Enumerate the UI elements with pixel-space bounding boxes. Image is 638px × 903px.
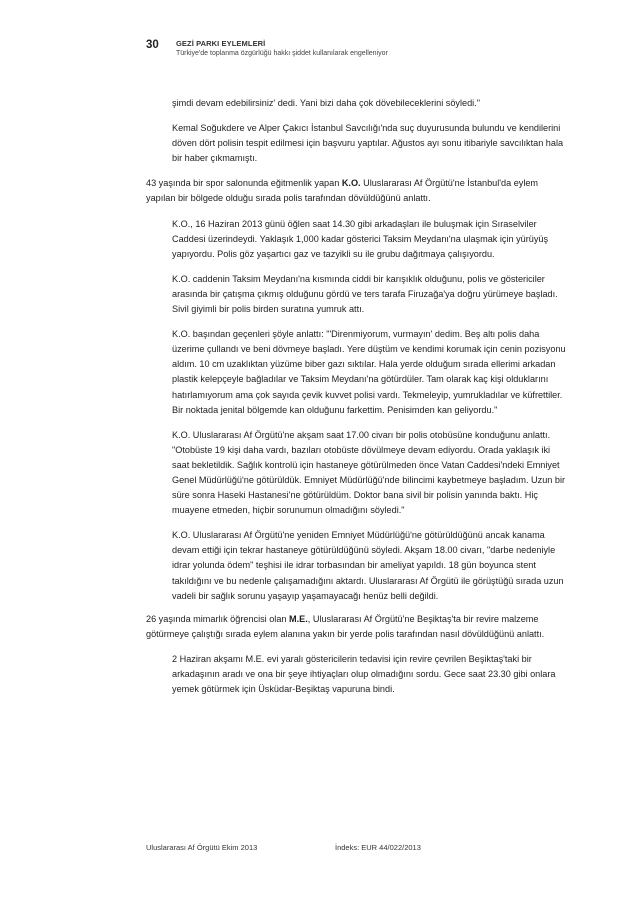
indented-paragraph: K.O., 16 Haziran 2013 günü öğlen saat 14.30 gibi arkadaşları ile buluşmak için Sıraselviler Caddesi üzerindeydi. Yaklaşık 1,000 kadar gösterici Taksim Meydanı'na ulaşmak için yürüyüş yapıyordu. Polis göz yaşartıcı gaz ve tazyikli su ile grubu dağıtmaya çalışıyordu. (172, 218, 549, 259)
report-subtitle: Türkiye'de toplanma özgürlüğü hakkı şiddet kullanılarak engelleniyor (176, 50, 388, 57)
body-paragraph (146, 176, 566, 206)
document-body (146, 96, 566, 697)
body-paragraph (146, 612, 566, 642)
paragraph-text: 43 yaşında bir spor salonunda eğitmenlik yapan (146, 178, 342, 189)
paragraph-text: , Uluslararası Af Örgütü'ne Beşiktaş'ta bir revire malzeme götürmeye çalıştığı sırada eylem alanına yakın bir yerde polis tarafından nasıl dövüldüğünü anlattı. (146, 613, 545, 639)
indented-paragraph: K.O. Uluslararası Af Örgütü'ne yeniden Emniyet Müdürlüğü'ne götürüldüğünü ancak kanama devam ettiği için tekrar hastaneye götürüldüğünü söyledi. Akşam 18.00 civarı, "darbe nedeniyle idrar yolunda ödem" teşhisi ile idrar torbasından bir ameliyat yapıldı. 18 gün boyunca stent takıldığını ve bu nedenle çalışamadığını aktardı. Uluslararası Af Örgütü ile görüştüğü sırada uzun vadeli bir sağlık sorunu yaşayıp yaşamayacağı henüz belli değildi. (172, 530, 564, 601)
person-initials: K.O. (341, 178, 361, 189)
footer-index: İndeks: EUR 44/022/2013 (335, 843, 421, 852)
page-header (146, 36, 566, 64)
indented-paragraph: K.O. Uluslararası Af Örgütü'ne akşam saat 17.00 civarı bir polis otobüsüne konduğunu anlattı. "Otobüste 19 kişi daha vardı, bazıları otobüste dövülmeye devam ediyordu. Orada yaklaşık iki saat bekletildik. Sağlık kontrolü için hastaneye götürülmeden önce Vatan Caddesi'ndeki Emniyet Genel Müdürlüğü'ne götürüldük. Emniyet Müdürlüğü'nde bilincimi kaybetmeye başladım. Uzun bir süre sonra Haseki Hastanesi'ne götürüldüm. Doktor bana sivil bir polisin yanında baktı. Hiç muayene etmeden, hiçbir sorunumun olmadığını söyledi." (172, 429, 566, 516)
indented-paragraph: K.O. başından geçenleri şöyle anlattı: "'Direnmiyorum, vurmayın' dedim. Beş altı polis daha üzerime çullandı ve beni dövmeye başladı. Yere düştüm ve kendimi korumak için cenin pozisyonu aldım. 10 cm uzaklıktan yüzüme biber gazı sıktılar. Hala yerde olduğum sırada ellerimi arkadan plastik kelepçeyle bağladılar ve Taksim Meydanı'na götürdüler. Tam olarak kaç kişi olduklarını hatırlamıyorum ama çok sayıda çevik kuvvet polisi vardı. Tekmeleyip, yumrukladılar ve küfrettiler. Bir noktada jenital bölgemde kan olduğunu farkettim. Penisimden kan geliyordu." (172, 329, 566, 415)
footer-publisher: Uluslararası Af Örgütü Ekim 2013 (146, 843, 258, 852)
page-number: 30 (146, 39, 159, 51)
paragraph-text: Uluslararası Af Örgütü'ne İstanbul'da eylem yapılan bir bölgede olduğu sırada polis tarafından dövüldüğünü anlattı. (146, 178, 539, 204)
report-title: GEZİ PARKI EYLEMLERİ (176, 39, 266, 48)
indented-paragraph: K.O. caddenin Taksim Meydanı'na kısmında ciddi bir karışıklık olduğunu, polis ve göstericiler arasında bir çatışma çıkmış olduğunu gördü ve ters tarafa Firuzağa'ya doğru yürümeye başladı. Sivil giyimli bir polis birden suratına yumruk attı. (172, 273, 558, 315)
indented-paragraph: Kemal Soğukdere ve Alper Çakıcı İstanbul Savcılığı'nda suç duyurusunda bulundu ve kendilerini döven dört polisin tespit edilmesi için başvuru yaptılar. Ağustos ayı sonu itibariyle savcılıktan hala bir haber çıkmamıştı. (172, 123, 564, 164)
indented-paragraph: 2 Haziran akşamı M.E. evi yaralı göstericilerin tedavisi için revire çevrilen Beşiktaş'taki bir arkadaşının aradı ve ona bir şeye ihtiyaçları olup olmadığını sordu. Gece saat 23.30 gibi onlara yemek götürmek için Üsküdar-Beşiktaş vapuruna bindi. (172, 653, 556, 695)
person-initials: M.E. (289, 613, 308, 624)
quote-paragraph: şimdi devam edebilirsiniz' dedi. Yani bizi daha çok dövebileceklerini söyledi." (172, 98, 480, 108)
paragraph-text: 26 yaşında mimarlık öğrencisi olan (146, 613, 290, 624)
